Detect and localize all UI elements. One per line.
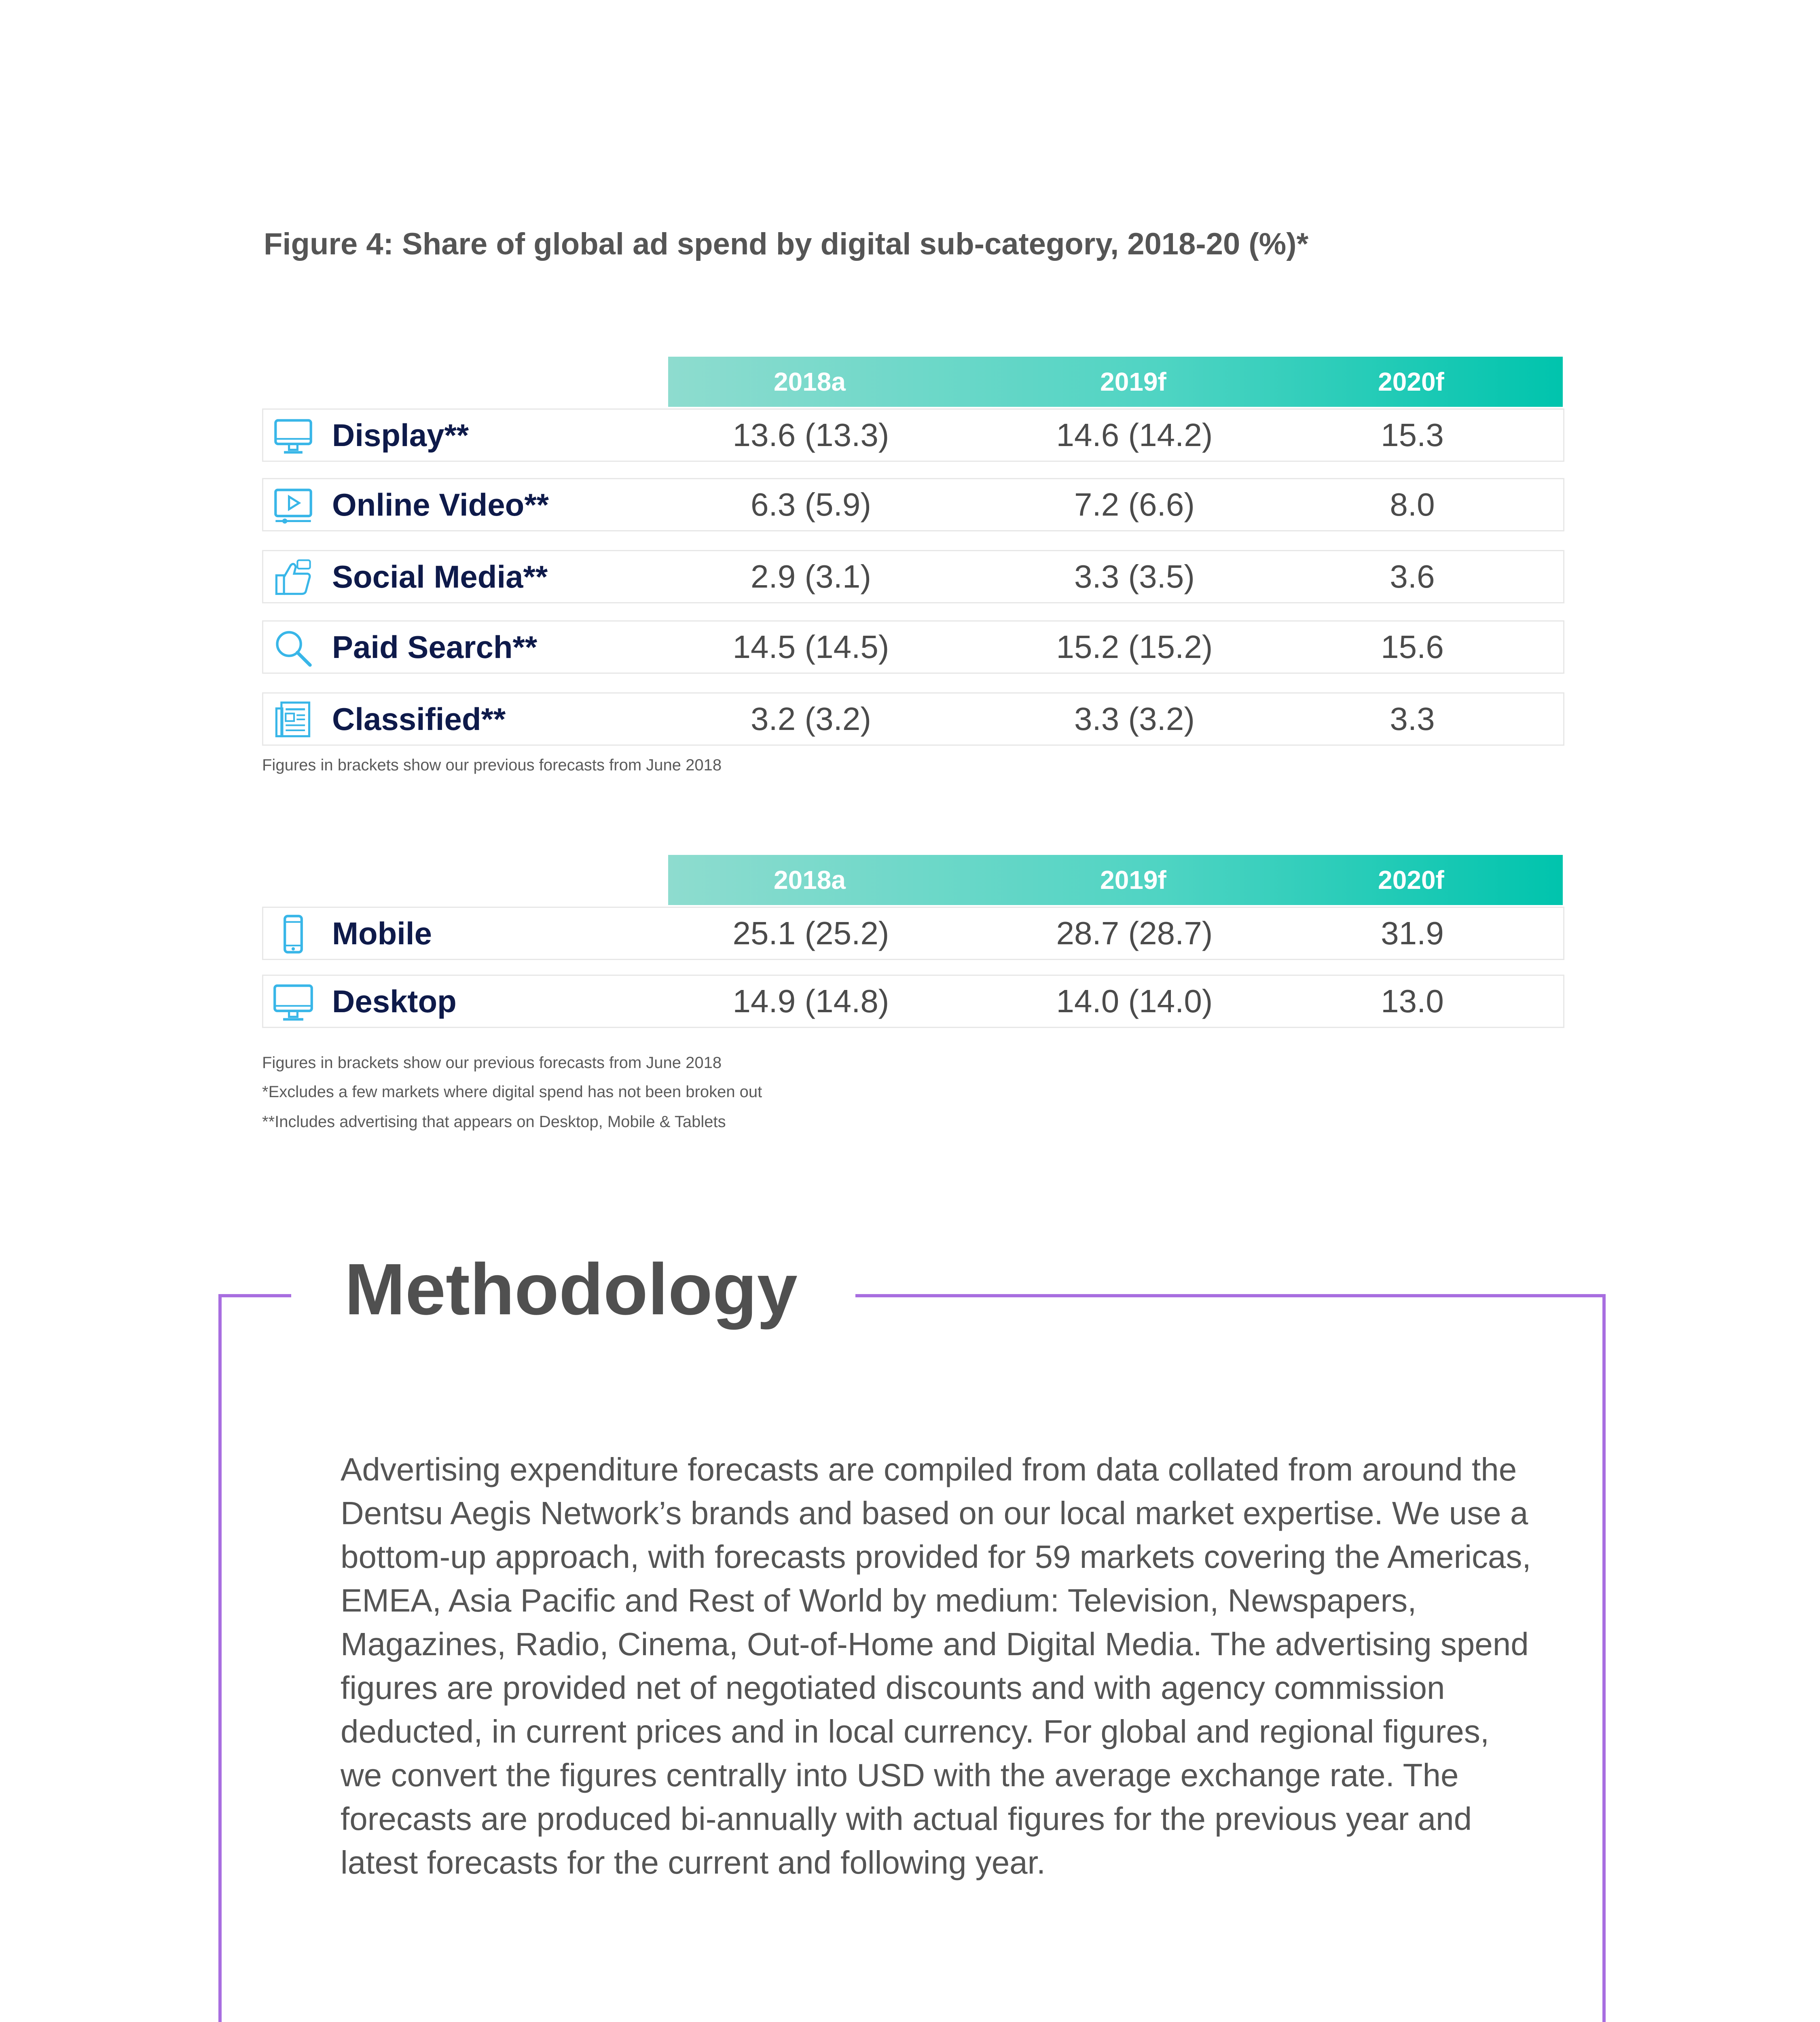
table2-footnote-includes: **Includes advertising that appears on Desktop, Mobile & Tablets (262, 1113, 726, 1131)
video-icon (272, 485, 314, 527)
value-2019f: 3.3 (3.2) (1074, 701, 1195, 737)
row-label: Social Media** (332, 559, 548, 594)
value-2020f: 13.0 (1381, 983, 1444, 1019)
table-row-social-media (262, 550, 1564, 603)
value-2019f: 3.3 (3.5) (1074, 558, 1195, 594)
methodology-text: Advertising expenditure forecasts are compiled from data collated from around the Dentsu Aegis Network’s brands and based on our local market expertise. We use a bottom-up approach, with forecasts provided for 59 markets covering the Americas, EMEA, Asia Pacific and Rest of World by medium: Television, Newspapers, Magazines, Radio, Cinema, Out-of-Home and Digital Media. The advertising spend figures are provided net of negotiated discounts and with agency commission deducted, in current prices and in local currency. For global and regional figures, we convert the figures centrally into USD with the average exchange rate. The forecasts are produced bi-annually with actual figures for the previous year and latest forecasts for the current and following year. (341, 1451, 1531, 1880)
header-2018a: 2018a (774, 865, 846, 895)
row-label: Desktop (332, 984, 457, 1019)
value-2019f: 15.2 (15.2) (1056, 629, 1213, 665)
mobile-icon (272, 914, 314, 956)
header-2019f: 2019f (1100, 367, 1166, 396)
value-2019f: 28.7 (28.7) (1056, 915, 1213, 951)
value-2020f: 3.6 (1390, 558, 1435, 594)
desktop-icon (272, 981, 314, 1024)
value-2020f: 15.6 (1381, 629, 1444, 665)
header-2020f: 2020f (1378, 367, 1444, 396)
row-label: Online Video** (332, 487, 549, 522)
table-row-online-video (262, 478, 1564, 531)
newspaper-icon (272, 699, 314, 741)
header-2018a: 2018a (774, 367, 846, 396)
value-2018a: 14.9 (14.8) (732, 983, 889, 1019)
table-header (668, 855, 1563, 905)
figure-title: Figure 4: Share of global ad spend by digital sub-category, 2018-20 (%)* (264, 227, 1309, 261)
value-2019f: 7.2 (6.6) (1074, 486, 1195, 522)
header-2019f: 2019f (1100, 865, 1166, 895)
methodology-title: Methodology (345, 1249, 798, 1330)
value-2020f: 15.3 (1381, 417, 1444, 453)
table-row-mobile (262, 907, 1564, 960)
table-row-paid-search (262, 620, 1564, 674)
value-2018a: 13.6 (13.3) (732, 417, 889, 453)
table-row-desktop (262, 975, 1564, 1028)
value-2018a: 6.3 (5.9) (751, 486, 871, 522)
value-2020f: 3.3 (1390, 701, 1435, 737)
monitor-icon (272, 415, 314, 457)
value-2019f: 14.0 (14.0) (1056, 983, 1213, 1019)
value-2018a: 25.1 (25.2) (732, 915, 889, 951)
value-2018a: 14.5 (14.5) (732, 629, 889, 665)
header-2020f: 2020f (1378, 865, 1444, 895)
row-label: Paid Search** (332, 629, 538, 665)
table1-footnote: Figures in brackets show our previous forecasts from June 2018 (262, 756, 722, 774)
table-header (668, 357, 1563, 407)
table2-footnote-excludes: *Excludes a few markets where digital spend has not been broken out (262, 1083, 762, 1101)
row-label: Mobile (332, 916, 432, 951)
value-2020f: 31.9 (1381, 915, 1444, 951)
value-2020f: 8.0 (1390, 486, 1435, 522)
row-label: Classified** (332, 701, 506, 737)
row-label: Display** (332, 417, 469, 453)
digital-subcategory-table (262, 357, 1564, 745)
value-2018a: 2.9 (3.1) (751, 558, 871, 594)
table-row-display (262, 408, 1564, 462)
device-table (262, 855, 1564, 1041)
value-2019f: 14.6 (14.2) (1056, 417, 1213, 453)
table2-footnote-brackets: Figures in brackets show our previous forecasts from June 2018 (262, 1054, 722, 1072)
thumbs-up-icon (272, 557, 314, 599)
table-row-classified (262, 692, 1564, 746)
value-2018a: 3.2 (3.2) (751, 701, 871, 737)
search-icon (272, 627, 314, 669)
